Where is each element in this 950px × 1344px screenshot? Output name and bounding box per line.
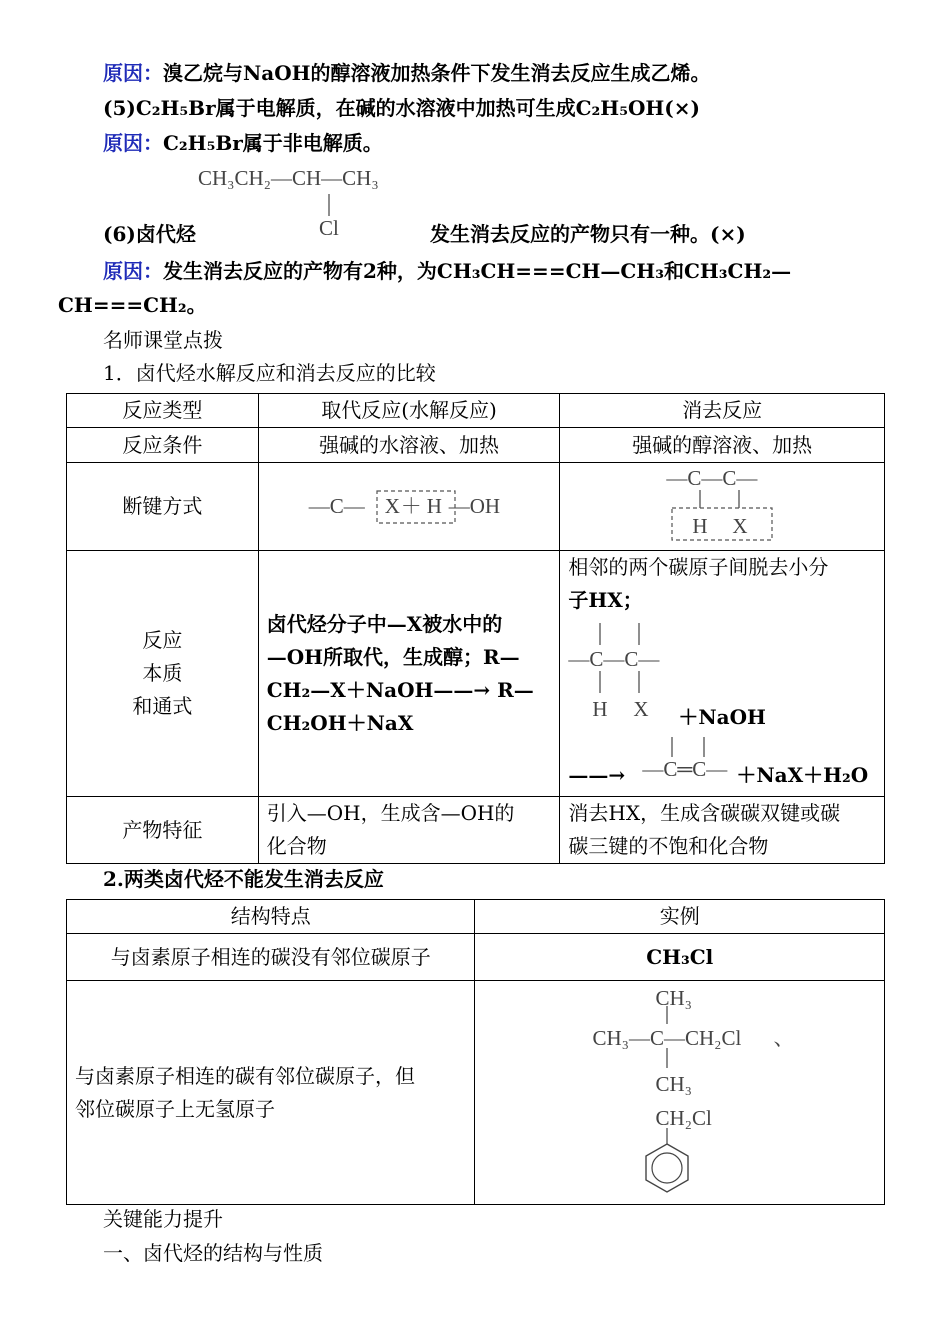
hydrolysis-oh: —OH — [448, 493, 501, 518]
examples-bonds — [475, 982, 885, 1204]
elim-products: ＋NaX＋H₂O — [736, 763, 869, 787]
table-row — [67, 394, 885, 428]
hydrolysis-carbon: —C— — [308, 493, 365, 518]
elim-bonds-box — [560, 464, 885, 550]
elim-x: X — [732, 513, 748, 538]
elim-essence-line: 子HX； — [568, 588, 643, 612]
reason-label: 原因： — [103, 61, 163, 85]
key-ability-heading: 关键能力提升 — [103, 1207, 223, 1231]
elim-h: H — [692, 513, 708, 538]
neo-top: CH₃ — [655, 985, 692, 1010]
table-cell: 产物特征 — [67, 797, 259, 864]
hydrolysis-essence-cell — [258, 551, 560, 797]
table-row — [67, 463, 885, 551]
table-row — [67, 981, 885, 1205]
reason-text-6: 发生消去反应的产物有2种，为CH₃CH===CH—CH₃和CH₃CH₂— — [163, 259, 792, 283]
section-3-title: 一、卤代烃的结构与性质 — [103, 1241, 323, 1265]
benzyl-ch2cl: CH₂Cl — [655, 1105, 712, 1130]
section-1-title: 1．卤代烃水解反应和消去反应的比较 — [103, 361, 436, 385]
table-cell: 反应条件 — [67, 428, 259, 463]
table-cell: 与卤素原子相连的碳没有邻位碳原子 — [67, 934, 475, 981]
product-line: 消去HX，生成含碳碳双键或碳 — [568, 801, 841, 825]
table-cell — [67, 981, 475, 1205]
examples-cell — [475, 981, 885, 1205]
hydrolysis-essence-line: CH₂OH＋NaX — [266, 710, 414, 735]
table-row — [67, 797, 885, 864]
table-cell: CH₃Cl — [475, 934, 885, 981]
elimination-bond-cleavage-cell — [560, 463, 885, 551]
hydrolysis-h: H — [426, 493, 442, 518]
elim-cc: —C—C— — [666, 465, 758, 490]
essence-label-line: 和通式 — [132, 694, 193, 718]
essence-label-line: 反应 — [142, 628, 183, 652]
elim-mol-h: H — [592, 697, 608, 721]
table-header-cell: 消去反应 — [560, 394, 885, 428]
product-line: 化合物 — [266, 834, 327, 858]
comparison-table — [66, 393, 885, 864]
table-header-cell: 取代反应(水解反应) — [258, 394, 560, 428]
product-line: 引入—OH，生成含—OH的 — [266, 801, 515, 825]
reason-line-6 — [103, 256, 791, 286]
feature-line: 与卤素原子相连的碳有邻位碳原子，但 — [75, 1063, 415, 1088]
structure-bond-line — [198, 166, 438, 244]
table-cell: 强碱的水溶液、加热 — [258, 428, 560, 463]
neo-middle: CH₃—C—CH₂Cl — [592, 1025, 742, 1050]
neo-bottom: CH₃ — [655, 1071, 692, 1096]
reason-line-1 — [103, 58, 711, 88]
reason-text-1: 溴乙烷与NaOH的醇溶液加热条件下发生消去反应生成乙烯。 — [163, 61, 711, 85]
table-header-cell: 实例 — [475, 900, 885, 934]
elim-naoh: ＋NaOH — [678, 705, 766, 729]
neo-separator: 、 — [773, 1025, 795, 1050]
structure-chain: CH₃CH₂—CH—CH₃ — [198, 166, 379, 190]
table-row — [67, 934, 885, 981]
table-cell: 强碱的醇溶液、加热 — [560, 428, 885, 463]
reason-line-3 — [103, 128, 383, 158]
table-header-cell: 反应类型 — [67, 394, 259, 428]
hydrolysis-dashed-box — [259, 464, 561, 550]
elim-alkene: —C═C— — [642, 757, 728, 781]
teacher-heading: 名师课堂点拨 — [103, 328, 223, 352]
hydrolysis-x: X — [384, 493, 400, 518]
hydrolysis-plus: ＋ — [400, 493, 422, 518]
table-row — [67, 551, 885, 797]
item-6-suffix: 发生消去反应的产物只有一种。(×) — [430, 222, 746, 246]
elimination-product-cell — [560, 797, 885, 864]
feature-line: 邻位碳原子上无氢原子 — [75, 1096, 275, 1121]
elim-essence-line: 相邻的两个碳原子间脱去小分 — [568, 555, 829, 579]
elim-mol-cc: —C—C— — [568, 647, 660, 671]
hydrolysis-essence-line: CH₂—X＋NaOH——→ R— — [266, 677, 534, 702]
hydrolysis-bond-cleavage-cell — [258, 463, 560, 551]
structure-2-chlorobutane — [198, 166, 438, 244]
table-row — [67, 900, 885, 934]
table-cell — [67, 551, 259, 797]
item-5: (5)C₂H₅Br属于电解质，在碱的水溶液中加热可生成C₂H₅OH(×) — [103, 96, 700, 120]
hydrolysis-essence-line: —OH所取代，生成醇；R— — [266, 644, 520, 669]
product-line: 碳三键的不饱和化合物 — [568, 834, 769, 858]
table-header-cell: 结构特点 — [67, 900, 475, 934]
section-2-title: 2.两类卤代烃不能发生消去反应 — [103, 867, 384, 891]
essence-label-line: 本质 — [142, 661, 183, 685]
structure-cl: Cl — [319, 216, 339, 240]
elimination-exceptions-table — [66, 899, 885, 1205]
table-cell: 断键方式 — [67, 463, 259, 551]
reason-label: 原因： — [103, 131, 163, 155]
reason-line-7: CH===CH₂。 — [58, 293, 207, 317]
elim-arrow: ——→ — [568, 763, 626, 787]
hydrolysis-essence-line: 卤代烃分子中—X被水中的 — [266, 611, 503, 636]
elim-mol-x: X — [633, 697, 649, 721]
table-row — [67, 428, 885, 463]
reason-label: 原因： — [103, 259, 163, 283]
elimination-essence-cell — [560, 551, 885, 797]
hydrolysis-product-cell — [258, 797, 560, 864]
reason-text-3: C₂H₅Br属于非电解质。 — [163, 131, 383, 155]
item-6-prefix: (6)卤代烃 — [103, 222, 196, 246]
